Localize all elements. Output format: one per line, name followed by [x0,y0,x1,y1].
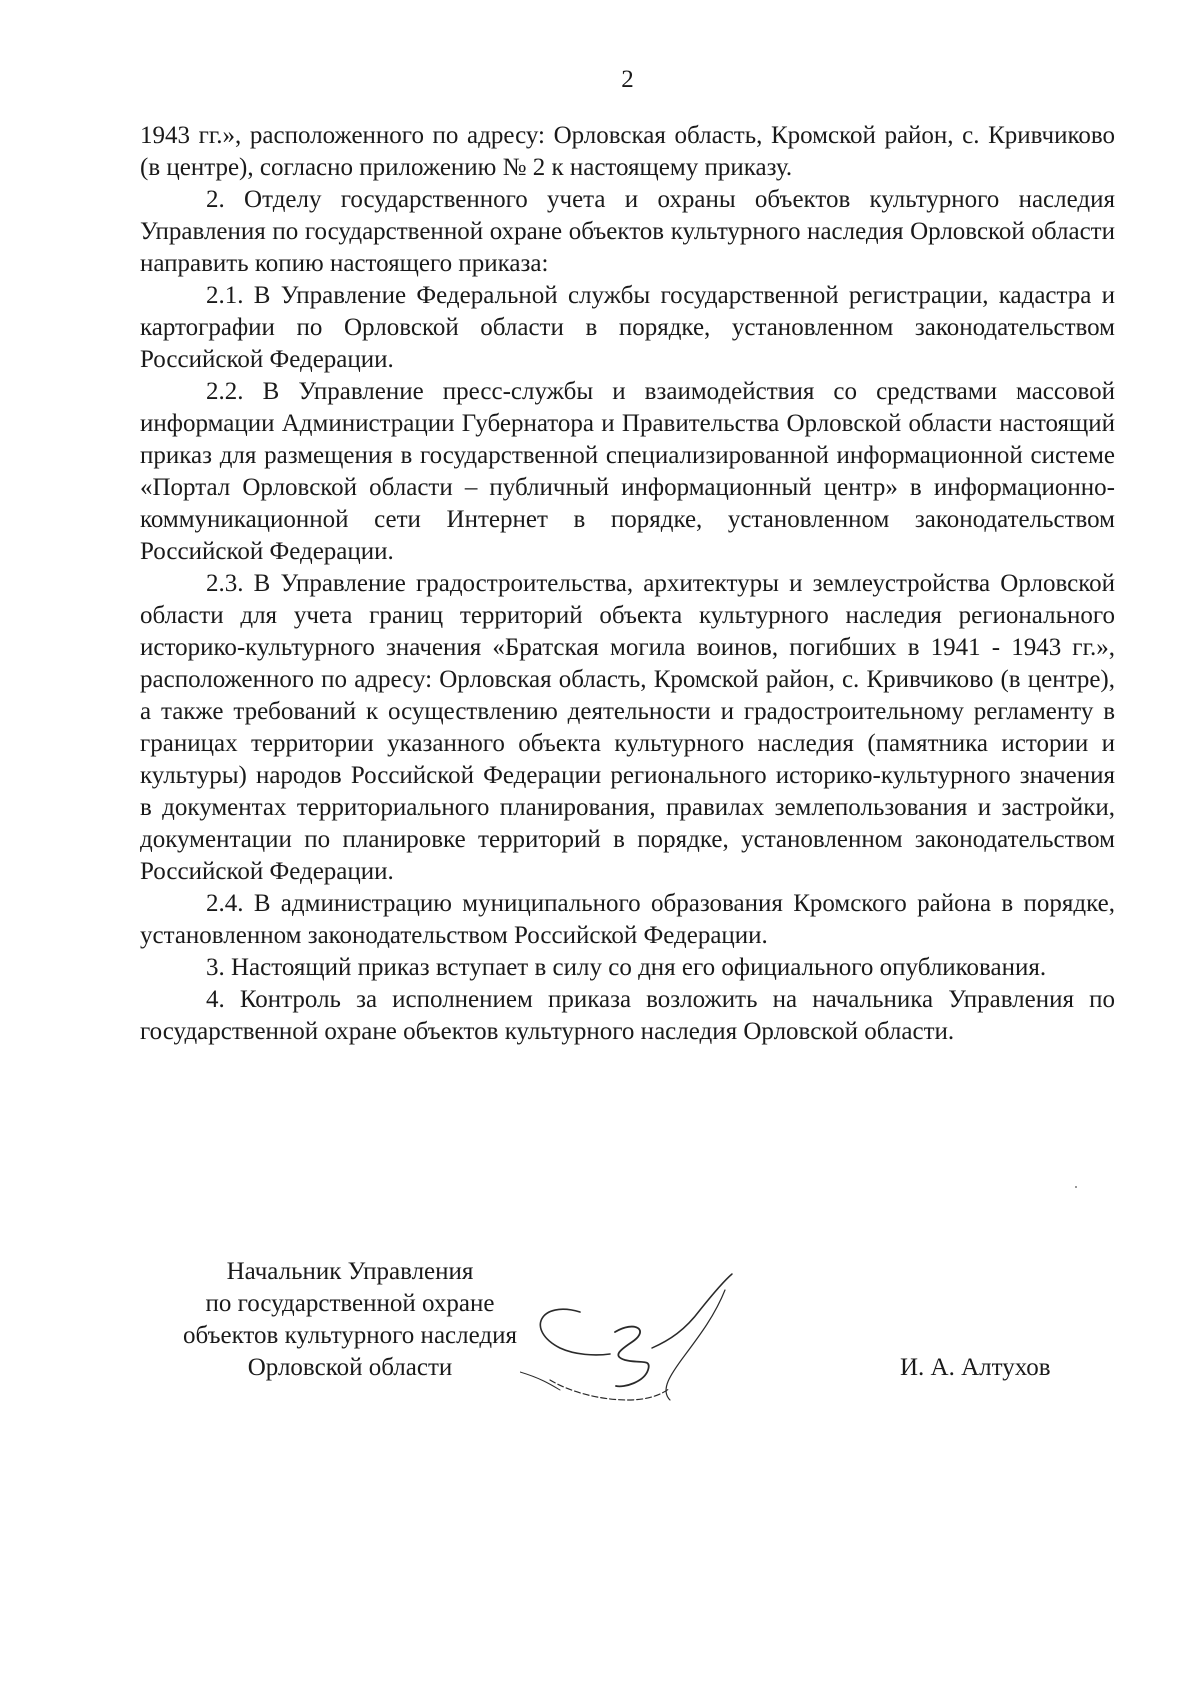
scan-speck [1075,1186,1077,1188]
paragraph-item-2: 2. Отделу государственного учета и охраны объектов культурного наследия Управления по государственной охране объектов культурного наследия Орловской области направить копию настоящего приказа: [140,186,1115,277]
document-body [140,120,1115,1048]
paragraph-continuation: 1943 гг.», расположенного по адресу: Орловская область, Кромской район, с. Кривчиково (в центре), согласно приложению № 2 к настоящему приказу. [140,122,1115,181]
paragraph-item-4: 4. Контроль за исполнением приказа возложить на начальника Управления по государственной охране объектов культурного наследия Орловской области. [140,986,1115,1045]
paragraph-item-2-1: 2.1. В Управление Федеральной службы государственной регистрации, кадастра и картографии по Орловской области в порядке, установленном законодательством Российской Федерации. [140,282,1115,373]
signatory-title-line: Начальник Управления [226,1258,474,1285]
signatory-title [150,1256,550,1384]
signatory-title-line: по государственной охране [205,1290,495,1317]
signatory-title-line: Орловской области [247,1354,453,1381]
paragraph-item-3: 3. Настоящий приказ вступает в силу со дня его официального опубликования. [206,954,1047,981]
paragraph-item-2-4: 2.4. В администрацию муниципального образования Кромского района в порядке, установленном законодательством Российской Федерации. [140,890,1115,949]
page-number: 2 [621,66,634,93]
signatory-title-line: объектов культурного наследия [183,1322,517,1349]
signatory-name: И. А. Алтухов [900,1354,1051,1381]
paragraph-item-2-2: 2.2. В Управление пресс-службы и взаимодействия со средствами массовой информации Администрации Губернатора и Правительства Орловской области настоящий приказ для размещения в государственной специализированной информационной системе «Портал Орловской области – публичный информационный центр» в информационно-коммуникационной сети Интернет в порядке, установленном законодательством Российской Федерации. [140,378,1115,565]
handwritten-signature [520,1260,800,1430]
paragraph-item-2-3: 2.3. В Управление градостроительства, архитектуры и землеустройства Орловской области для учета границ территорий объекта культурного наследия регионального историко-культурного значения «Братская могила воинов, погибших в 1941 - 1943 гг.», расположенного по адресу: Орловская область, Кромской район, с. Кривчиково (в центре), а также требований к осуществлению деятельности и градостроительному регламенту в границах территории указанного объекта культурного наследия (памятника истории и культуры) народов Российской Федерации регионального историко-культурного значения в документах территориального планирования, правилах землепользования и застройки, документации по планировке территорий в порядке, установленном законодательством Российской Федерации. [140,570,1115,885]
